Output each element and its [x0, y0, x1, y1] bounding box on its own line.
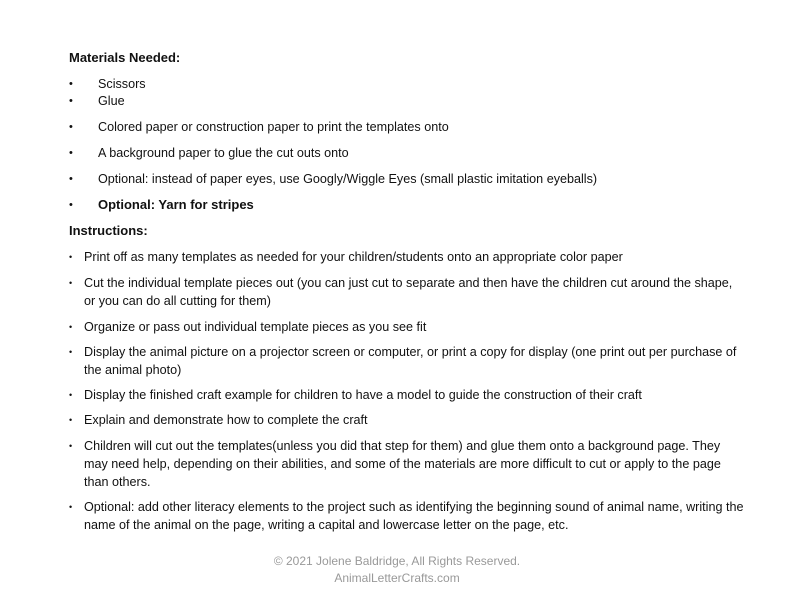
- footer-website: AnimalLetterCrafts.com: [334, 571, 460, 585]
- instruction-text: Display the finished craft example for children to have a model to guide the construction of their craft: [84, 388, 642, 402]
- instruction-item: [69, 498, 759, 534]
- materials-item-text: Optional: instead of paper eyes, use Googly/Wiggle Eyes (small plastic imitation eyeballs): [98, 172, 598, 186]
- bullet-icon: •: [69, 78, 73, 90]
- materials-item-text: A background paper to glue the cut outs onto: [98, 146, 349, 160]
- instruction-item: [69, 437, 759, 491]
- instruction-item: [69, 274, 759, 310]
- materials-heading: Materials Needed:: [69, 50, 181, 65]
- bullet-icon: •: [69, 441, 73, 451]
- bullet-icon: •: [69, 347, 73, 357]
- instruction-text: Organize or pass out individual template pieces as you see fit: [84, 320, 427, 334]
- instruction-item: [69, 386, 759, 404]
- bullet-icon: •: [69, 278, 73, 288]
- instructions-heading: Instructions:: [69, 223, 148, 238]
- materials-item-text: Glue: [98, 94, 125, 108]
- bullet-icon: •: [69, 322, 73, 332]
- instruction-text: Optional: add other literacy elements to the project such as identifying the beginning sound of animal name, writing the name of the animal on the page, writing a capital and lowercase letter on the page, etc.: [84, 500, 744, 532]
- instruction-item: [69, 343, 759, 379]
- bullet-icon: •: [69, 147, 73, 159]
- materials-item-text: Scissors: [98, 77, 146, 91]
- instruction-item: [69, 248, 759, 266]
- instruction-text: Print off as many templates as needed for your children/students onto an appropriate color paper: [84, 250, 623, 264]
- materials-item-text: Colored paper or construction paper to print the templates onto: [98, 120, 449, 134]
- bullet-icon: •: [69, 95, 73, 107]
- instruction-text: Cut the individual template pieces out (you can just cut to separate and then have the children cut around the shape, or you can do all cutting for them): [84, 276, 733, 308]
- bullet-icon: •: [69, 415, 73, 425]
- instruction-text: Children will cut out the templates(unless you did that step for them) and glue them onto a background page. They may need help, depending on their abilities, and some of the materials are more difficult to cut or apply to the page than others.: [84, 439, 721, 489]
- instruction-text: Display the animal picture on a projector screen or computer, or print a copy for display (one print out per purchase of the animal photo): [84, 345, 737, 377]
- bullet-icon: •: [69, 252, 73, 262]
- footer-copyright: © 2021 Jolene Baldridge, All Rights Reserved.: [273, 554, 521, 568]
- bullet-icon: •: [69, 121, 73, 133]
- instruction-item: [69, 411, 759, 429]
- bullet-icon: •: [69, 502, 73, 512]
- materials-item-text: Optional: Yarn for stripes: [98, 197, 254, 212]
- instruction-text: Explain and demonstrate how to complete the craft: [84, 413, 368, 427]
- bullet-icon: •: [69, 173, 73, 185]
- instruction-item: [69, 318, 759, 336]
- bullet-icon: •: [69, 199, 73, 211]
- bullet-icon: •: [69, 390, 73, 400]
